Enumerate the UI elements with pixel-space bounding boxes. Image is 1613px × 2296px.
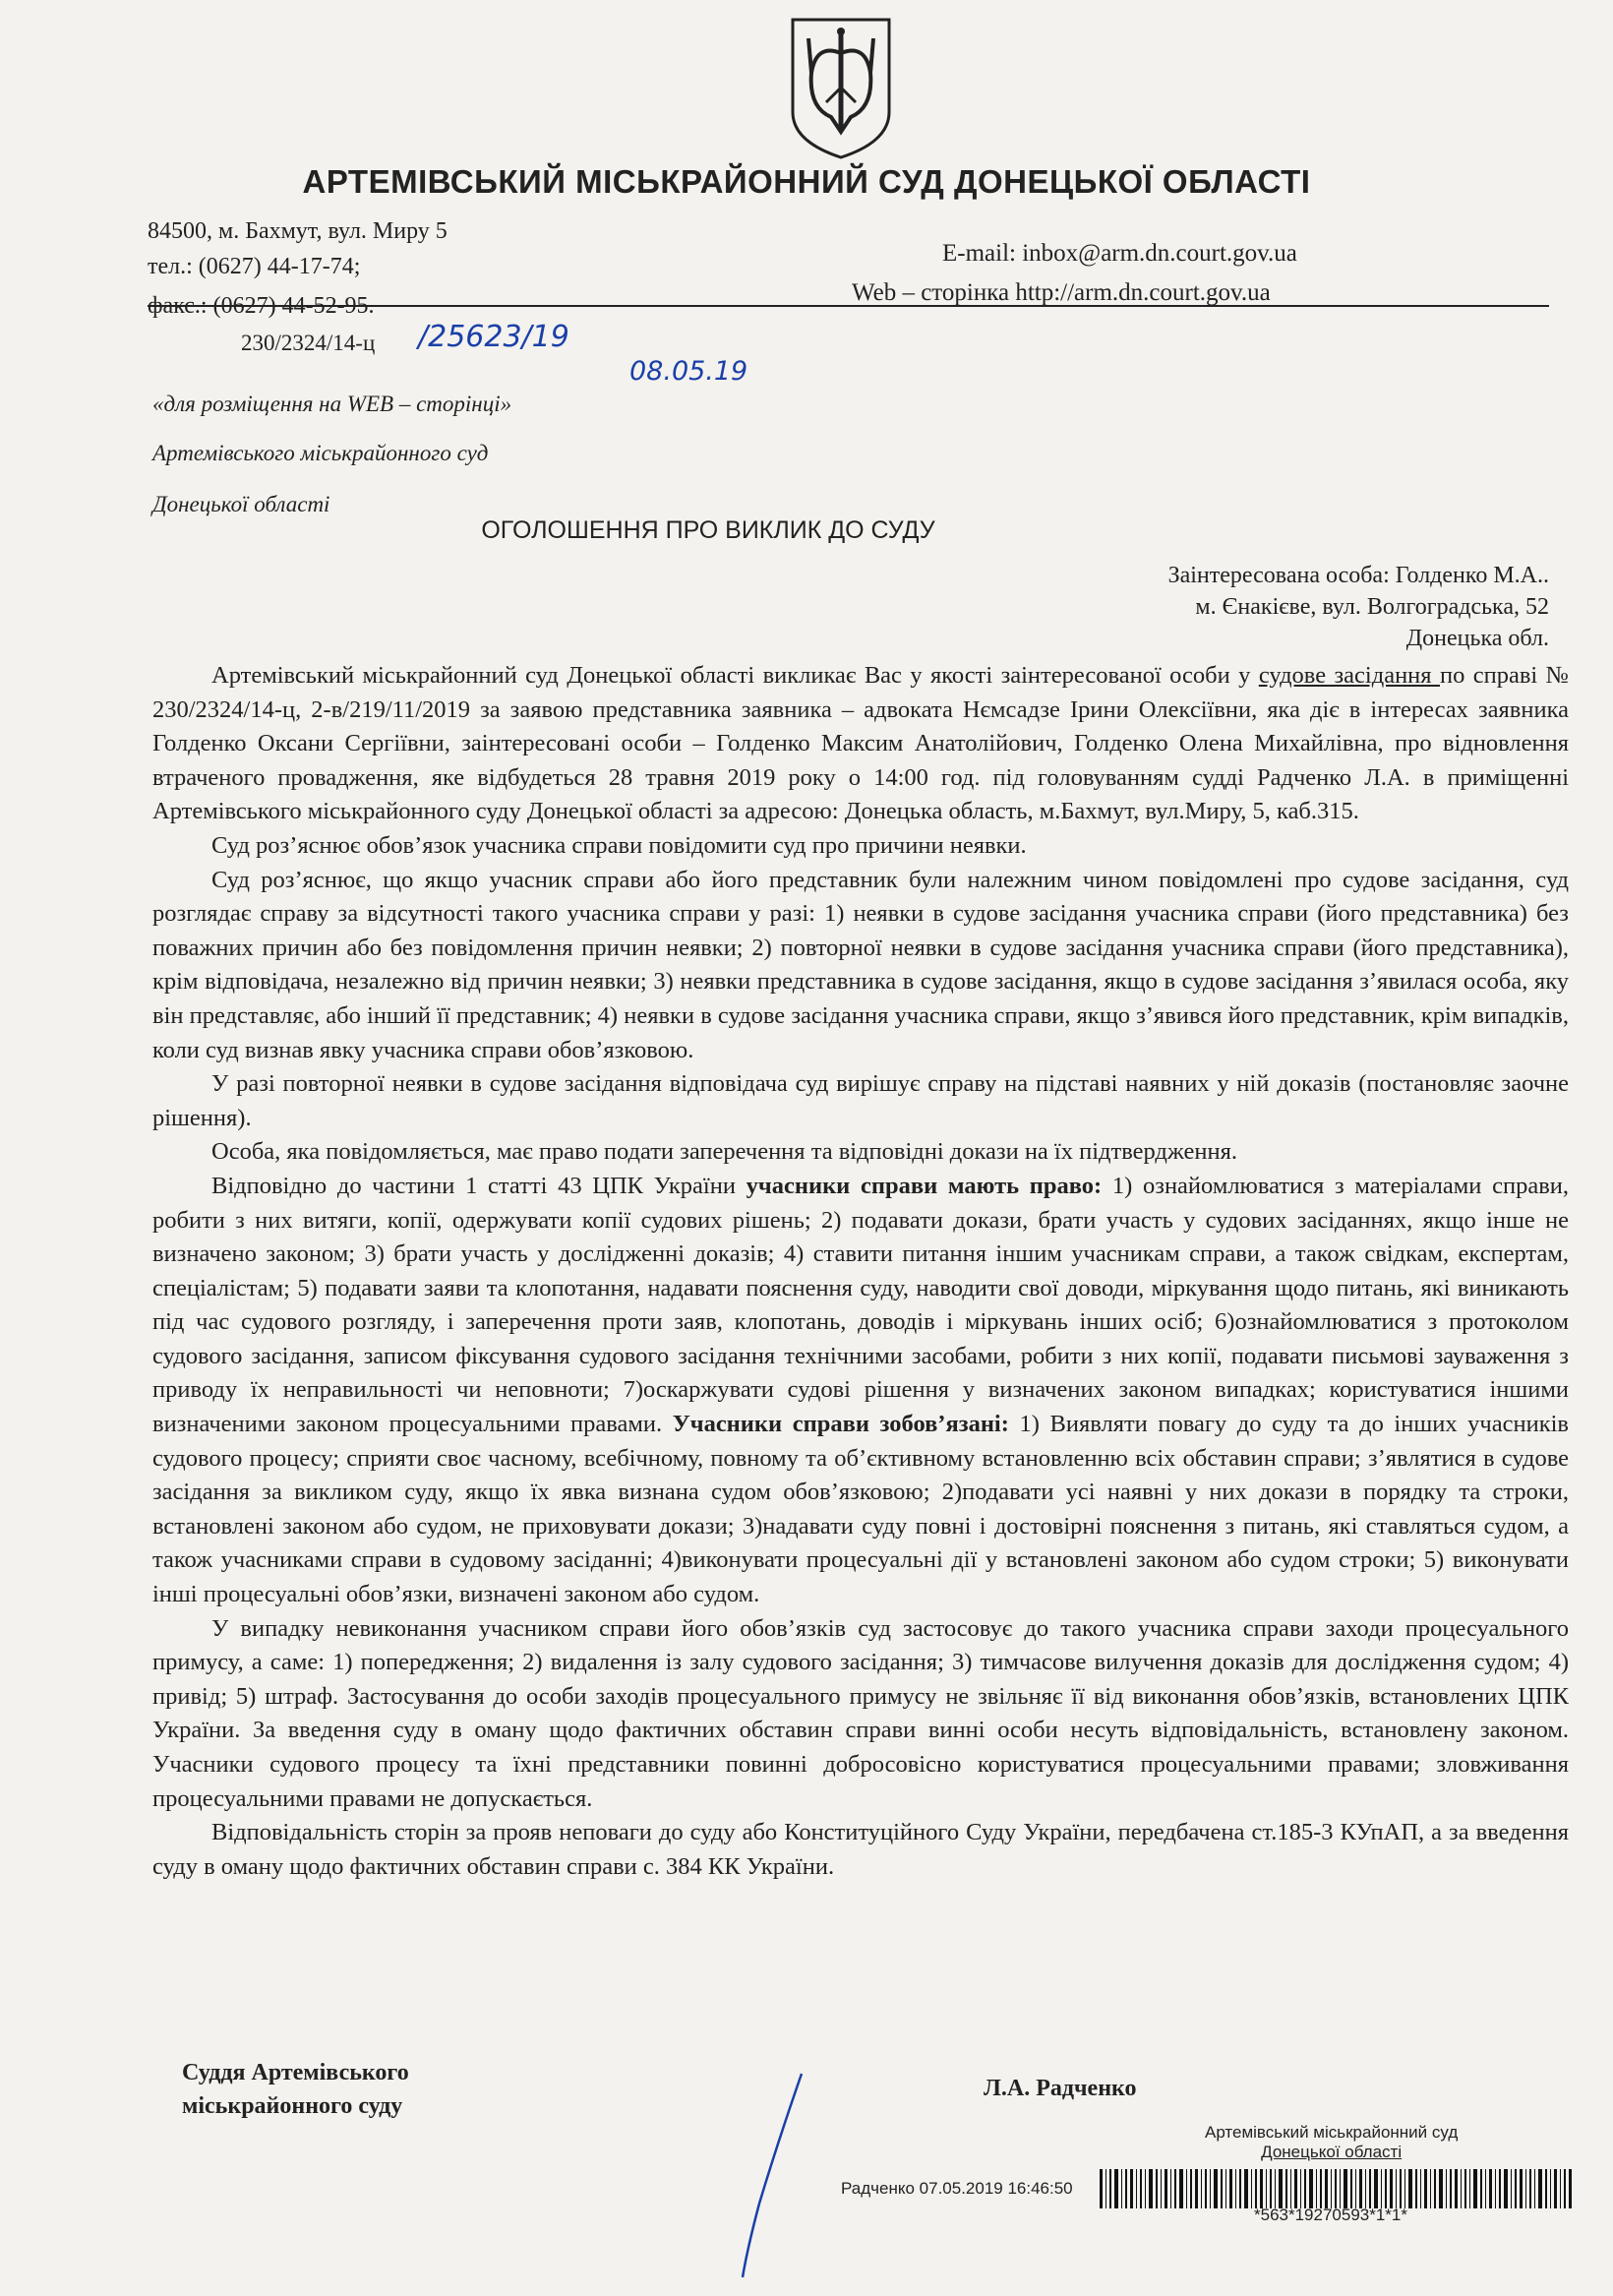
placement-note-line3: Донецької області <box>152 492 330 516</box>
handwritten-reg-number: /25623/19 <box>418 320 569 354</box>
court-address: 84500, м. Бахмут, вул. Миру 5 <box>148 218 448 244</box>
court-phone: тел.: (0627) 44-17-74; <box>148 254 361 279</box>
addressee-line3: Донецька обл. <box>1405 626 1549 651</box>
document-title: ОГОЛОШЕННЯ ПРО ВИКЛИК ДО СУДУ <box>481 516 935 544</box>
addressee-line1: Заінтересована особа: Голденко М.А.. <box>1167 563 1549 588</box>
coat-of-arms-trident-icon <box>787 14 895 161</box>
paragraph-absence-consequences: Суд роз’яснює, що якщо учасник справи або його представник були належним чином повідомлені про судове засідання, суд розглядає справу за відсутності такого учасника справи у разі: 1) неявки в судове засідання учасника справи (його представника) без поважних причин або без повідомлення причин неявки; 2) повторної неявки в судове засідання учасника справи (його представника), крім відповідача, незалежно від причин неявки; 3) неявки представника в судове засідання, якщо в судове засідання з’явилася особа, яку він представляє, або інший її представник; 4) неявки в судове засідання учасника справи, якщо з’явився його представник, крім випадків, коли суд визнав явку учасника справи обов’язковою. <box>152 866 1569 1063</box>
judge-name: Л.А. Радченко <box>984 2076 1137 2101</box>
paragraph-repeat-absence: У разі повторної неявки в судове засідання відповідача суд вирішує справу на підставі наявних у ній доказів (постановляє заочне рішення). <box>152 1070 1569 1131</box>
handwritten-signature <box>708 2066 826 2282</box>
outgoing-number: 230/2324/14-ц <box>241 331 376 355</box>
placement-note-line1: «для розміщення на WEB – сторінці» <box>152 392 512 416</box>
court-fax: факс.: (0627) 44-52-95. <box>148 293 375 319</box>
judge-position: Суддя Артемівського міськрайонного суду <box>182 2060 409 2119</box>
paragraph-objection-right: Особа, яка повідомляється, має право подати заперечення та відповідні докази на їх підтвердження. <box>211 1138 1237 1166</box>
notice-body <box>152 659 1569 1884</box>
paragraph-liability: Відповідальність сторін за прояв неповаги до суду або Конституційного Суду України, передбачена ст.185-3 КУпАП, а за введення суду в оману щодо фактичних обставин справи с. 384 КК України. <box>152 1819 1569 1880</box>
header-divider <box>148 305 1549 307</box>
handwritten-reg-date: 08.05.19 <box>629 356 748 387</box>
placement-note-line2: Артемівського міськрайонного суд <box>152 441 489 465</box>
paragraph-rights-duties: Відповідно до частини 1 статті 43 ЦПК України учасники справи мають право: 1) ознайомлюватися з матеріалами справи, робити з них витяги, копії, одержувати копії судових рішень; 2) подавати докази, брати участь у судових засіданнях, якщо інше не визначено законом; 3) брати участь у дослідженні доказів; 4) ставити питання іншим учасникам справи, а також свідкам, експертам, спеціалістам; 5) подавати заяви та клопотання, надавати пояснення суду, наводити свої доводи, міркування щодо питань, які виникають під час судового розгляду, і заперечення проти заяв, клопотань, доводів і міркувань інших осіб; 6)ознайомлюватися з протоколом судового засідання, записом фіксування судового засідання технічними засобами, робити з них копії, подавати письмові зауваження з приводу їх неправильності чи неповноти; 7)оскаржувати судові рішення у визначених законом випадках; користуватися іншими визначеними законом процесуальними правами. Учасники справи зобов’язані: 1) Виявляти повагу до суду та до інших учасників судового процесу; сприяти своє часному, всебічному, повному та об’єктивному встановленню всіх обставин справи; з’являтися в судове засідання за викликом суду, якщо їх явка визнана судом обов’язковою; 2)подавати усі наявні у них докази в порядку та строки, встановлені законом або судом, не приховувати докази; 3)надавати суду повні і достовірні пояснення з питань, які ставляться судом, а також учасниками справи в судовому засіданні; 4)виконувати процесуальні дії у встановлені законом або судом строки; 5) виконувати інші процесуальні обов’язки, визначені законом або судом. <box>152 1172 1569 1608</box>
paragraph-summons: Артемівський міськрайонний суд Донецької області викликає Вас у якості заінтересованої особи у судове засідання по справі № 230/2324/14-ц, 2-в/219/11/2019 за заявою представника заявника – адвоката Нємсадзе Ірини Олексіївни, яка діє в інтересах заявника Голденко Оксани Сергіївни, заінтересовані особи – Голденко Максим Анатолійович, Голденко Олена Михайлівна, про відновлення втраченого провадження, яке відбудеться 28 травня 2019 року о 14:00 год. під головуванням судді Радченко Л.А. в приміщенні Артемівського міськрайонного суду Донецької області за адресою: Донецька область, м.Бахмут, вул.Миру, 5, каб.315. <box>152 662 1570 825</box>
addressee-line2: м. Єнакієве, вул. Волгоградська, 52 <box>1195 594 1549 620</box>
court-web: Web – сторінка http://arm.dn.court.gov.ua <box>852 279 1271 306</box>
court-name-heading: АРТЕМІВСЬКИЙ МІСЬКРАЙОННИЙ СУД ДОНЕЦЬКОЇ ОБЛАСТІ <box>302 163 1311 200</box>
paragraph-procedural-coercion: У випадку невиконання учасником справи його обов’язків суд застосовує до такого учасника справи заходи процесуального примусу, а саме: 1) попередження; 2) видалення із залу судового засідання; 3) тимчасове вилучення доказів для дослідження судом; 4) привід; 5) штраф. Застосування до особи заходів процесуального примусу не звільняє її від виконання обов’язків, встановлених ЦПК України. За введення суду в оману щодо фактичних обставин справи винні особи несуть відповідальність, встановлену законом. Учасники судового процесу та їхні представники повинні добросовісно користуватися процесуальними правами; зловживання процесуальними правами не допускається. <box>152 1614 1569 1812</box>
paragraph-absence-reasons: Суд роз’яснює обов’язок учасника справи повідомити суд про причини неявки. <box>211 831 1027 859</box>
barcode-icon <box>1100 2169 1572 2208</box>
barcode-number: *563*19270593*1*1* <box>1254 2205 1407 2224</box>
court-email: E-mail: inbox@arm.dn.court.gov.ua <box>942 240 1297 267</box>
stamp-registration: Радченко 07.05.2019 16:46:50 <box>841 2179 1073 2198</box>
stamp-court-name: Артемівський міськрайонний суд Донецької області <box>1205 2123 1459 2161</box>
